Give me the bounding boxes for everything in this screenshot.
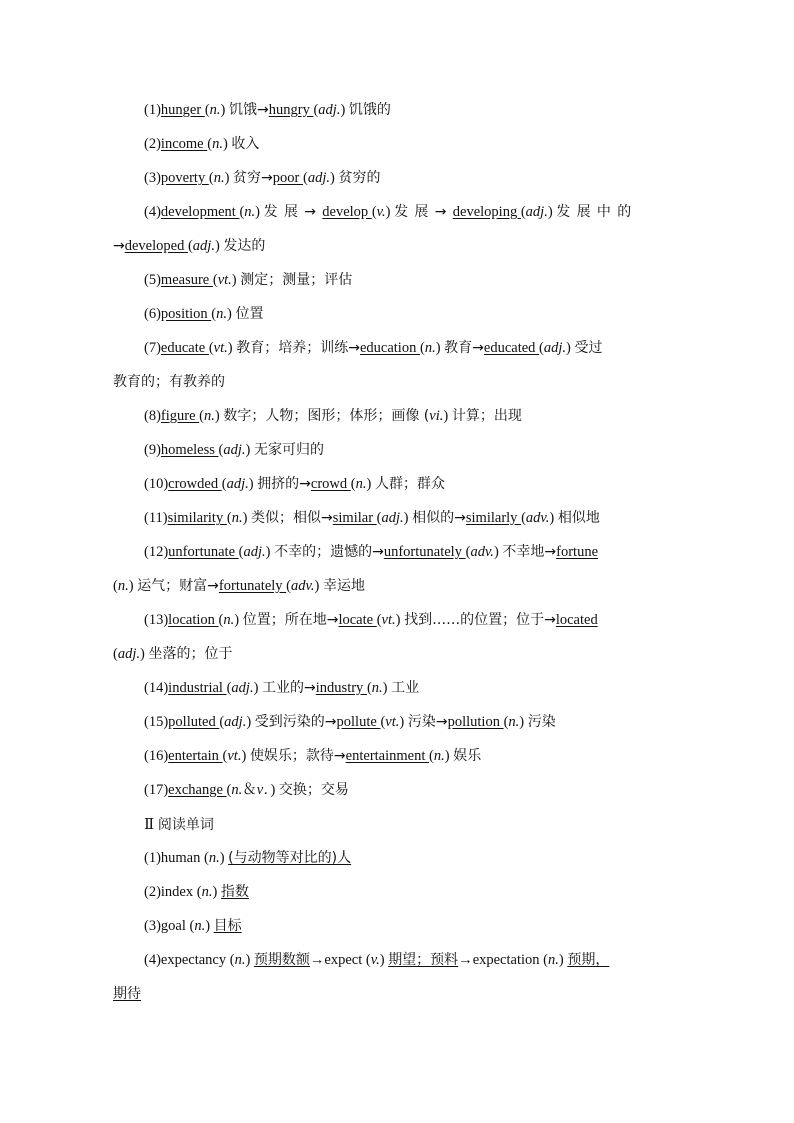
text-fragment: )	[224, 170, 234, 186]
part-of-speech: adj.	[307, 170, 330, 186]
answer-word: education	[359, 340, 420, 356]
part-of-speech: n.	[223, 612, 235, 628]
text-fragment: (	[113, 578, 118, 594]
text-fragment: )	[220, 102, 229, 118]
part-of-speech: n.	[244, 204, 256, 220]
answer-word: located	[555, 612, 598, 628]
text-fragment: )	[227, 306, 236, 322]
part-of-speech: adj.	[543, 340, 567, 356]
answer-word: locate	[338, 612, 377, 628]
text-fragment: )	[444, 748, 454, 764]
text-fragment: (	[208, 340, 214, 356]
answer-word: industrial	[168, 680, 227, 696]
text-fragment: )	[214, 408, 224, 424]
text-fragment: )	[566, 340, 575, 356]
text-fragment: (	[218, 612, 224, 628]
text-fragment: (12)	[144, 544, 169, 560]
chinese-gloss: 收入	[231, 136, 260, 152]
text-fragment: )	[212, 884, 221, 900]
chinese-gloss: 不幸地→	[502, 544, 557, 560]
text-fragment: (	[419, 340, 425, 356]
text-fragment: (3)goal (	[144, 918, 195, 934]
text-fragment: (	[366, 680, 372, 696]
chinese-gloss: 教育；培养；训练→	[236, 340, 360, 356]
part-of-speech: adj.	[381, 510, 404, 526]
text-fragment: (	[520, 204, 526, 220]
entry-e15-line-1	[144, 712, 556, 732]
entry-e14-line-1	[144, 678, 419, 698]
part-of-speech: vt.	[227, 748, 242, 764]
text-fragment: (	[199, 408, 205, 424]
answer-word: fortune	[556, 544, 599, 560]
part-of-speech: adj.	[231, 680, 254, 696]
text-fragment: Ⅱ	[144, 815, 155, 833]
chinese-gloss: 数字；人物；图形；体形；画像 (	[223, 408, 430, 424]
answer-word: exchange	[168, 782, 227, 798]
text-fragment: (	[313, 102, 319, 118]
part-of-speech: vt.	[217, 272, 232, 288]
answer-word: figure	[160, 408, 200, 424]
answer-word: development	[160, 204, 240, 220]
text-fragment: (10)	[144, 476, 169, 492]
chinese-gloss: 发展→	[394, 204, 453, 220]
text-fragment: (	[207, 136, 213, 152]
part-of-speech: vi.	[429, 408, 444, 424]
answer-word: hunger	[160, 102, 205, 118]
text-fragment: )	[255, 204, 264, 220]
text-fragment: (	[376, 612, 382, 628]
part-of-speech: adj.	[525, 204, 548, 220]
answer-word: industry	[315, 680, 367, 696]
text-fragment: )	[549, 510, 558, 526]
chinese-gloss: 交换；交易	[278, 782, 349, 798]
entry-h2-line-1	[144, 814, 214, 834]
part-of-speech: n.	[508, 714, 520, 730]
entry-e1-line-1	[144, 100, 391, 120]
entry-e17-line-1	[144, 780, 349, 800]
text-fragment: (	[238, 544, 244, 560]
text-fragment: )	[366, 476, 375, 492]
text-fragment: (5)	[144, 272, 161, 288]
entry-e4-line-1	[144, 202, 638, 222]
part-of-speech: vt.	[213, 340, 228, 356]
part-of-speech: n.	[231, 510, 243, 526]
part-of-speech: adj.	[117, 646, 140, 662]
part-of-speech: n.	[209, 102, 221, 118]
chinese-gloss: 受过	[574, 340, 603, 356]
text-fragment: (	[221, 476, 227, 492]
text-fragment: (	[521, 510, 526, 526]
text-fragment: (	[239, 204, 245, 220]
text-fragment: (6)	[144, 306, 161, 322]
answer-word: crowded	[168, 476, 222, 492]
text-fragment: (17)	[144, 782, 169, 798]
entry-e12-line-2	[113, 576, 365, 596]
entry-e7-line-2	[113, 372, 225, 392]
answer-word: (与动物等对比的)人	[228, 850, 352, 866]
entry-r4-line-2	[113, 984, 141, 1004]
answer-word: similar	[332, 510, 377, 526]
text-fragment: )	[314, 578, 323, 594]
chinese-gloss: →	[113, 238, 125, 254]
text-fragment: (1)	[144, 102, 161, 118]
part-of-speech: n.	[355, 476, 367, 492]
text-fragment: )	[246, 714, 255, 730]
answer-word: 指数	[220, 884, 249, 900]
text-fragment: (4)	[144, 204, 161, 220]
chinese-gloss: 污染→	[407, 714, 448, 730]
entry-e3-line-1	[144, 168, 380, 188]
entry-e13-line-2	[113, 644, 232, 664]
text-fragment: )	[234, 612, 243, 628]
chinese-gloss: 工业的→	[262, 680, 316, 696]
text-fragment: )	[222, 136, 232, 152]
entry-r4-line-1	[144, 950, 609, 970]
part-of-speech: adj.	[192, 238, 215, 254]
text-fragment: )	[242, 510, 252, 526]
text-fragment: (	[219, 714, 225, 730]
text-fragment: )	[253, 680, 263, 696]
answer-word: pollute	[336, 714, 381, 730]
chinese-gloss: 发达的	[223, 238, 266, 254]
entry-e8-line-1	[144, 406, 522, 426]
answer-word: polluted	[168, 714, 220, 730]
chinese-gloss: 测定；测量；评估	[240, 272, 353, 288]
text-fragment: )	[385, 204, 395, 220]
text-fragment: (8)	[144, 408, 161, 424]
answer-word: 预期数额	[253, 952, 310, 968]
part-of-speech: vt.	[385, 714, 400, 730]
answer-word: develop	[322, 204, 372, 220]
answer-word: pollution	[447, 714, 504, 730]
text-fragment: (	[539, 340, 544, 356]
entry-e6-line-1	[144, 304, 263, 324]
text-fragment: )	[340, 102, 349, 118]
part-of-speech: n.	[216, 306, 227, 322]
text-fragment: (	[211, 306, 217, 322]
chinese-gloss: 贫穷的	[338, 170, 381, 186]
chinese-gloss: 教育→	[444, 340, 484, 356]
answer-word: poor	[272, 170, 303, 186]
answer-word: measure	[160, 272, 213, 288]
text-fragment: (13)	[144, 612, 169, 628]
answer-word: similarity	[167, 510, 227, 526]
text-fragment: (	[218, 442, 224, 458]
answer-word: 期待	[113, 986, 141, 1002]
text-fragment: (7)	[144, 340, 161, 356]
answer-word: similarly	[465, 510, 522, 526]
text-fragment: (1)human (	[144, 850, 209, 866]
answer-word: income	[160, 136, 208, 152]
chinese-gloss: 类似；相似→	[251, 510, 333, 526]
answer-word: fortunately	[218, 578, 287, 594]
answer-word: educated	[483, 340, 540, 356]
answer-word: position	[160, 306, 212, 322]
text-fragment: )	[248, 476, 258, 492]
answer-word: 目标	[213, 918, 242, 934]
part-of-speech: adj.	[318, 102, 341, 118]
entry-e13-line-1	[144, 610, 598, 630]
chinese-gloss: 找到……的位置；位于→	[404, 612, 556, 628]
text-fragment: )	[227, 340, 237, 356]
chinese-gloss: 相似地	[557, 510, 600, 526]
text-fragment: (	[503, 714, 509, 730]
text-fragment: )	[547, 204, 557, 220]
answer-word: developing	[452, 204, 521, 220]
text-fragment: (	[376, 510, 382, 526]
chinese-gloss: 饥饿→	[229, 102, 269, 118]
text-fragment: →expect (	[309, 952, 371, 968]
text-fragment: (	[302, 170, 308, 186]
text-fragment: (	[226, 510, 232, 526]
text-fragment: )	[219, 850, 229, 866]
entry-e2-line-1	[144, 134, 259, 154]
text-fragment: )	[205, 918, 214, 934]
part-of-speech: adv.	[291, 578, 315, 594]
chinese-gloss: 使娱乐；款待→	[249, 748, 346, 764]
entry-e11-line-1	[144, 508, 600, 528]
answer-word: entertainment	[345, 748, 430, 764]
text-fragment: ＆	[242, 782, 257, 798]
answer-word: 预期，	[567, 952, 610, 968]
entry-e5-line-1	[144, 270, 352, 290]
answer-word: unfortunate	[168, 544, 239, 560]
text-fragment: )	[329, 170, 339, 186]
text-fragment: )	[245, 952, 254, 968]
part-of-speech: n.	[208, 850, 220, 866]
text-fragment: )	[214, 238, 224, 254]
part-of-speech: n.	[231, 782, 243, 798]
part-of-speech: v.	[370, 952, 380, 968]
part-of-speech: n.	[204, 408, 215, 424]
text-fragment: )	[395, 612, 405, 628]
part-of-speech: n.	[201, 884, 213, 900]
part-of-speech: adj.	[224, 714, 247, 730]
text-fragment: )	[493, 544, 503, 560]
chinese-gloss: 娱乐	[453, 748, 482, 764]
chinese-gloss: 发展→	[263, 204, 323, 220]
text-fragment: (	[204, 102, 210, 118]
part-of-speech: n.	[213, 170, 225, 186]
answer-word: 期望；预料	[388, 952, 459, 968]
chinese-gloss: 工业	[391, 680, 420, 696]
text-fragment: )	[379, 952, 389, 968]
part-of-speech: n.	[433, 748, 445, 764]
text-fragment: )	[443, 408, 452, 424]
entry-e10-line-1	[144, 474, 445, 494]
text-fragment: (4)expectancy (	[144, 952, 235, 968]
part-of-speech: v.	[376, 204, 386, 220]
entry-e9-line-1	[144, 440, 324, 460]
chinese-gloss: 教育的；有教养的	[113, 374, 225, 390]
text-fragment: (	[429, 748, 434, 764]
part-of-speech: n.	[117, 578, 129, 594]
text-fragment: (11)	[144, 510, 168, 526]
text-fragment: (	[187, 238, 193, 254]
chinese-gloss: 发展中的	[556, 204, 638, 220]
text-fragment: )	[241, 748, 250, 764]
text-fragment: )	[270, 782, 279, 798]
chinese-gloss: 坐落的；位于	[148, 646, 233, 662]
text-fragment: (	[465, 544, 471, 560]
chinese-gloss: 贫穷→	[233, 170, 273, 186]
text-fragment: (	[226, 782, 232, 798]
text-fragment: (	[222, 748, 228, 764]
entry-r3-line-1	[144, 916, 242, 936]
text-fragment: )	[265, 544, 275, 560]
answer-word: poverty	[160, 170, 209, 186]
chinese-gloss: 幸运地	[322, 578, 365, 594]
chinese-gloss: 饥饿的	[348, 102, 391, 118]
entry-e4-line-2	[113, 236, 265, 256]
part-of-speech: n.	[547, 952, 559, 968]
text-fragment: (	[212, 272, 218, 288]
text-fragment: (3)	[144, 170, 161, 186]
part-of-speech: vt.	[381, 612, 396, 628]
entry-e12-line-1	[144, 542, 598, 562]
part-of-speech: adj.	[226, 476, 249, 492]
chinese-gloss: 污染	[527, 714, 556, 730]
text-fragment: (9)	[144, 442, 161, 458]
chinese-gloss: 位置	[235, 306, 264, 322]
part-of-speech: adv.	[525, 510, 550, 526]
text-fragment: (	[380, 714, 386, 730]
text-fragment: (	[350, 476, 356, 492]
text-fragment: (	[286, 578, 292, 594]
chinese-gloss: 运气；财富→	[137, 578, 219, 594]
answer-word: unfortunately	[383, 544, 466, 560]
chinese-gloss: 受到污染的→	[254, 714, 337, 730]
part-of-speech: adj.	[223, 442, 246, 458]
chinese-gloss: 阅读单词	[157, 817, 214, 833]
part-of-speech: n.	[234, 952, 246, 968]
chinese-gloss: 人群；群众	[374, 476, 445, 492]
answer-word: developed	[124, 238, 188, 254]
chinese-gloss: 计算；出现	[451, 408, 522, 424]
answer-word: location	[168, 612, 219, 628]
text-fragment: )	[519, 714, 528, 730]
text-fragment: (16)	[144, 748, 169, 764]
chinese-gloss: 无家可归的	[253, 442, 324, 458]
part-of-speech: v．	[256, 782, 271, 798]
chinese-gloss: 相似的→	[412, 510, 466, 526]
text-fragment: (2)	[144, 136, 161, 152]
text-fragment: )	[382, 680, 392, 696]
answer-word: hungry	[268, 102, 314, 118]
text-fragment: )	[128, 578, 138, 594]
text-fragment: (	[113, 646, 118, 662]
text-fragment: (	[371, 204, 377, 220]
part-of-speech: n.	[194, 918, 206, 934]
text-fragment: )	[435, 340, 445, 356]
text-fragment: (2)index (	[144, 884, 202, 900]
part-of-speech: n.	[371, 680, 383, 696]
text-fragment: )	[245, 442, 254, 458]
answer-word: crowd	[310, 476, 351, 492]
entry-e16-line-1	[144, 746, 481, 766]
part-of-speech: adv.	[470, 544, 494, 560]
text-fragment: (	[208, 170, 214, 186]
part-of-speech: adj.	[243, 544, 266, 560]
chinese-gloss: 拥挤的→	[257, 476, 311, 492]
entry-e7-line-1	[144, 338, 603, 358]
text-fragment: )	[231, 272, 241, 288]
text-fragment: )	[558, 952, 568, 968]
chinese-gloss: 不幸的；遗憾的→	[274, 544, 384, 560]
entry-r1-line-1	[144, 848, 351, 868]
text-fragment: )	[140, 646, 149, 662]
answer-word: entertain	[168, 748, 223, 764]
text-fragment: (14)	[144, 680, 169, 696]
answer-word: homeless	[160, 442, 219, 458]
text-fragment: )	[399, 714, 408, 730]
answer-word: educate	[160, 340, 209, 356]
chinese-gloss: 位置；所在地→	[242, 612, 339, 628]
text-fragment: (	[226, 680, 232, 696]
entry-r2-line-1	[144, 882, 249, 902]
part-of-speech: n.	[424, 340, 436, 356]
text-fragment: (15)	[144, 714, 169, 730]
text-fragment: )	[403, 510, 413, 526]
text-fragment: →expectation (	[458, 952, 548, 968]
part-of-speech: n.	[212, 136, 223, 152]
